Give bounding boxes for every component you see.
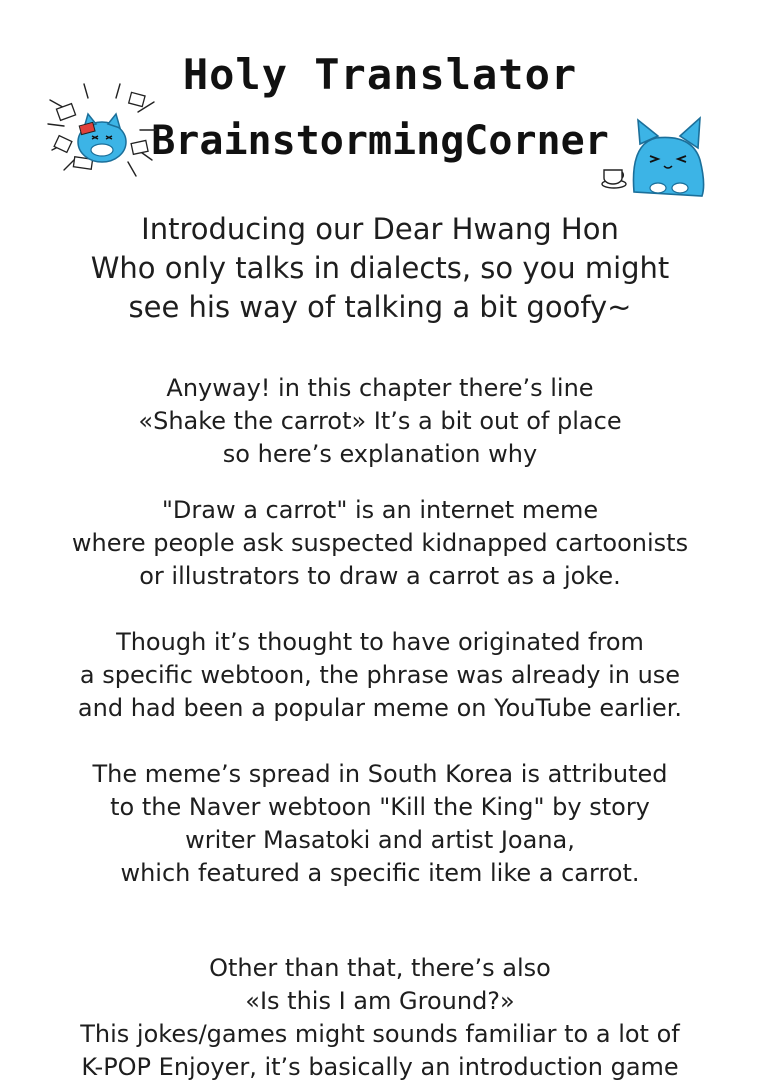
spread-line: which featured a specific item like a carrot. bbox=[120, 859, 640, 887]
anyway-line: «Shake the carrot» It’s a bit out of place bbox=[138, 407, 622, 435]
intro-line: Who only talks in dialects, so you might bbox=[90, 251, 670, 285]
spread-line: The meme’s spread in South Korea is attributed bbox=[92, 760, 668, 788]
origin-line: a specific webtoon, the phrase was already in use bbox=[79, 661, 681, 689]
other-line: Other than that, there’s also bbox=[209, 954, 551, 982]
anyway-paragraph bbox=[0, 372, 760, 471]
origin-line: Though it’s thought to have originated from bbox=[116, 628, 644, 656]
spread-line: writer Masatoki and artist Joana, bbox=[185, 826, 575, 854]
anyway-line: so here’s explanation why bbox=[222, 440, 538, 468]
spread-paragraph bbox=[0, 758, 760, 890]
other-line: This jokes/games might sounds familiar to a lot of bbox=[80, 1020, 680, 1048]
tea-drinking-cat-mascot-icon bbox=[600, 92, 714, 202]
other-paragraph bbox=[0, 952, 760, 1084]
carrot-meme-line: or illustrators to draw a carrot as a joke. bbox=[139, 562, 621, 590]
carrot-meme-line: where people ask suspected kidnapped cartoonists bbox=[71, 529, 689, 557]
anyway-line: Anyway! in this chapter there’s line bbox=[166, 374, 594, 402]
spread-line: to the Naver webtoon "Kill the King" by story bbox=[110, 793, 650, 821]
title-line-2: BrainstormingCorner bbox=[151, 118, 609, 164]
intro-paragraph bbox=[0, 210, 760, 327]
title-line-1: Holy Translator bbox=[182, 50, 578, 99]
carrot-meme-line: "Draw a carrot" is an internet meme bbox=[161, 496, 599, 524]
origin-line: and had been a popular meme on YouTube earlier. bbox=[77, 694, 683, 722]
stressed-cat-mascot-icon bbox=[44, 80, 160, 180]
origin-paragraph bbox=[0, 626, 760, 725]
other-line: «Is this I am Ground?» bbox=[245, 987, 515, 1015]
carrot-meme-paragraph bbox=[0, 494, 760, 593]
intro-line: Introducing our Dear Hwang Hon bbox=[141, 212, 619, 246]
intro-line: see his way of talking a bit goofy~ bbox=[128, 290, 632, 324]
other-line: K-POP Enjoyer, it’s basically an introduction game bbox=[81, 1053, 679, 1081]
header bbox=[0, 40, 760, 180]
